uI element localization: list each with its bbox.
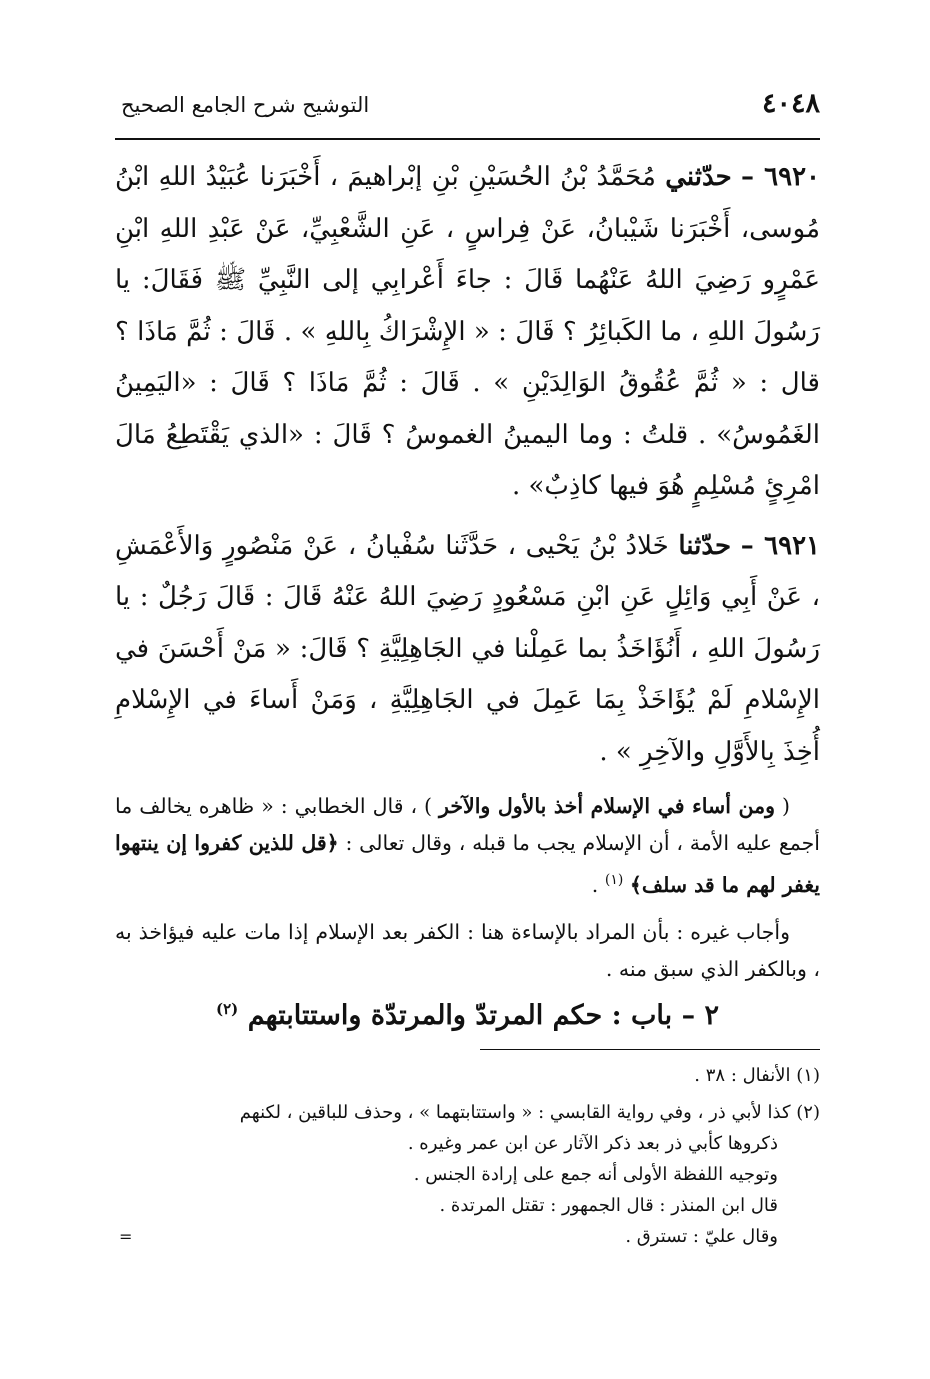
page-header <box>115 88 820 136</box>
footnote-2-line: قال ابن المنذر : قال الجمهور : تقتل المرتدة . <box>439 1194 778 1216</box>
hadith-narration-head: حدّثني <box>665 162 732 192</box>
hadith-text: مُحَمَّدُ بْنُ الحُسَيْنِ بْنِ إبْراهيمَ ، أَخْبَرَنا عُبَيْدُ اللهِ ابْنُ مُوسى، أَخْبَرَنا شَيْبانُ، عَنْ فِراسٍ ، عَنِ الشَّعْبِيِّ، عَنْ عَبْدِ اللهِ ابْنِ عَمْرٍو رَضِيَ اللهُ عَنْهُما قَالَ : جاءَ أَعْرابِي إلى النَّبِيِّ ﷺ فَقَالَ: يا رَسُولَ اللهِ ، ما الكَبائِرُ ؟ قَالَ : « الإِشْرَاكُ بِاللهِ » . قَالَ : ثُمَّ مَاذَا ؟ قال : « ثُمَّ عُقُوقُ الوَالِدَيْنِ » . قَالَ : ثُمَّ مَاذَا ؟ قَالَ : «اليَمِينُ الغَمُوسُ» . قلتُ : وما اليمينُ الغموسُ ؟ قَالَ : «الذي يَقْتَطِعُ مَالَ امْرِئٍ مُسْلِمٍ هُوَ فيها كاذِبٌ» . <box>115 162 820 501</box>
footnotes <box>115 1060 820 1252</box>
chapter-heading <box>115 1000 820 1031</box>
footnote-2-last-line <box>115 1221 820 1252</box>
commentary-paragraph-1 <box>115 788 820 904</box>
hadith-6920 <box>115 152 820 513</box>
footnote-1: (١) الأنفال : ٣٨ . <box>694 1064 820 1086</box>
footnote-2-first-line: (٢) كذا لأبي ذر ، وفي رواية القابسي : « واستتابتهما » ، وحذف للباقين ، لكنهم <box>239 1101 820 1123</box>
footnote-rule <box>480 1049 820 1050</box>
continuation-mark: = <box>119 1226 133 1246</box>
header-rule <box>115 138 820 140</box>
running-title: التوشيح شرح الجامع الصحيح <box>121 93 370 117</box>
footnote-ref-2: (٢) <box>216 999 239 1018</box>
book-page <box>115 88 820 1252</box>
footnote-2-line: وقال عليّ : تسترق . <box>625 1225 778 1247</box>
footnote-2-line: وتوجيه اللفظة الأولى أنه جمع على إرادة الجنس . <box>413 1163 778 1185</box>
hadith-text: خَلادُ بْنُ يَحْيى ، حَدَّثَنا سُفْيانُ ، عَنْ مَنْصُورٍ وَالأَعْمَشِ ، عَنْ أَبِي وَائِلٍ عَنِ ابْنِ مَسْعُودٍ رَضِيَ اللهُ عَنْهُ قَالَ : قَالَ رَجُلٌ : يا رَسُولَ اللهِ ، أَنُؤَاخَذُ بما عَمِلْنا في الجَاهِلِيَّةِ ؟ قَالَ: « مَنْ أَحْسَنَ في الإِسْلامِ لَمْ يُؤَاخَذْ بِمَا عَمِلَ في الجَاهِلِيَّةِ ، وَمَنْ أَساءَ في الإِسْلامِ أُخِذَ بِالأَوَّلِ والآخِرِ » . <box>115 530 820 767</box>
chapter-title: ٢ – باب : حكم المرتدّ والمرتدّة واستتابتهم <box>247 999 719 1031</box>
page-number: ٤٠٤٨ <box>761 88 820 119</box>
commentary-paragraph-2: وأجاب غيره : بأن المراد بالإساءة هنا : الكفر بعد الإسلام إذا مات عليه فيؤاخذ به ، وبالكفر الذي سبق منه . <box>115 919 820 981</box>
hadith-number: ٦٩٢٠ – <box>741 162 820 192</box>
commentary-open-paren: ( <box>781 794 790 818</box>
commentary-text: ) ، قال الخطابي : « ظاهره يخالف ما أجمع عليه الأمة ، أن الإسلام يجب ما قبله ، وقال تعالى : <box>115 794 820 855</box>
hadith-number: ٦٩٢١ – <box>740 530 821 561</box>
footnote-2-line: ذكروها كأبي ذر بعد ذكر الآثار عن ابن عمر وغيره . <box>407 1132 778 1154</box>
hadith-narration-head: حدّثنا <box>678 530 732 561</box>
commentary-quoted-phrase: ومن أساء في الإسلام أخذ بالأول والآخر <box>439 794 776 818</box>
footnote-ref-1: (١) <box>604 872 624 888</box>
hadith-6921 <box>115 521 820 779</box>
commentary-end: . <box>591 872 599 897</box>
quran-verse: ﴿قل للذين كفروا إن ينتهوا يغفر لهم ما قد سلف﴾ <box>115 831 820 897</box>
